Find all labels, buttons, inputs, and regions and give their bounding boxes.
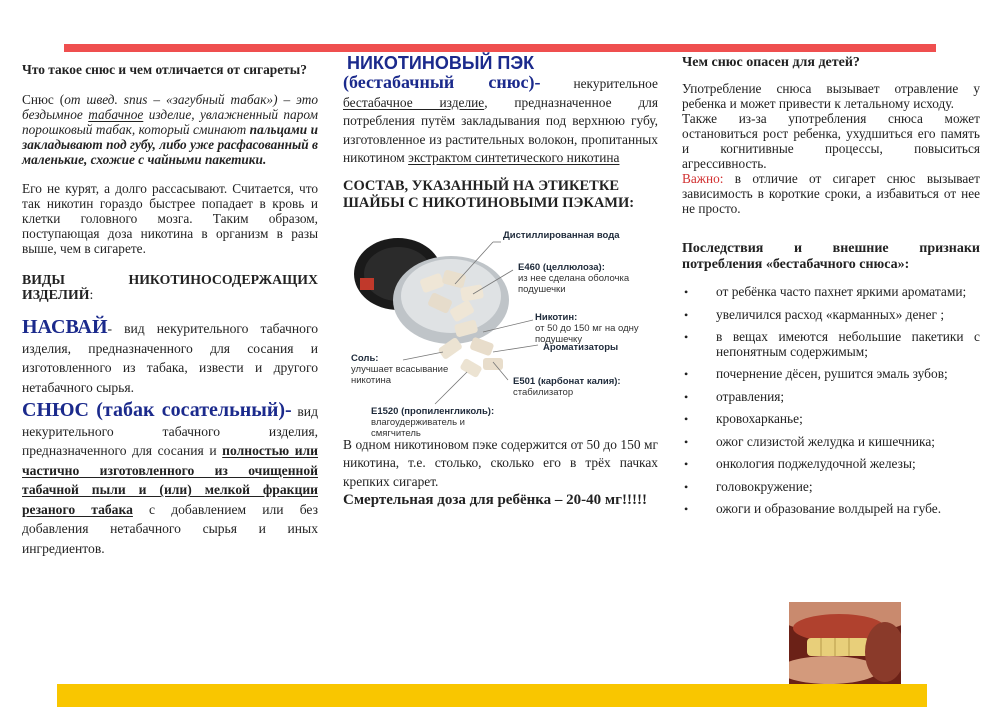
list-item: • в вещах имеются небольшие пакетики с непонятным содержимым;: [682, 330, 980, 359]
snus-type-definition: СНЮС (табак сосательный)- вид некурительного табачного изделия, предназначенного для сосания и полностью или частично изготовленного из очищенной табачной пыли и (или) мелкой фракции резаного табака с добавлением или без добавления нетабачного сырья и иных ингредиентов.: [22, 399, 319, 556]
list-item: • ожоги и образование волдырей на губе.: [682, 502, 980, 517]
important-note: Важно: в отличие от сигарет снюс вызывает зависимость в короткие сроки, а избавиться от нее не просто.: [682, 171, 980, 216]
types-heading: ВИДЫ НИКОТИНОСОДЕРЖАЩИХ ИЗДЕЛИЙ:: [22, 272, 318, 302]
nicotine-pack-subtitle: (бестабачный снюс)-: [343, 72, 541, 92]
nasvay-term: НАСВАЙ: [22, 316, 108, 338]
list-item: • ожог слизистой желудка и кишечника;: [682, 435, 980, 450]
dose-paragraph: В одном никотиновом пэке содержится от 50 до 150 мг никотина, т.е. столько, сколько его в трёх пачках крепких сигарет.: [343, 436, 658, 489]
growth-paragraph: Также из-за употребления снюса может остановиться рост ребенка, ухудшиться его память и когнитивные процессы, повыситься агрессивность.: [682, 111, 980, 171]
list-item: • отравления;: [682, 390, 980, 405]
bottom-accent-bar: [57, 684, 927, 707]
nicotine-pack-title: НИКОТИНОВЫЙ ПЭК: [347, 53, 535, 73]
composition-heading: СОСТАВ, УКАЗАННЫЙ НА ЭТИКЕТКЕ ШАЙБЫ С НИКОТИНОВЫМИ ПЭКАМИ:: [343, 177, 635, 211]
snus-term: СНЮС (табак сосательный)-: [22, 399, 292, 421]
label-salt: Соль: улучшает всасывание никотина: [351, 352, 449, 386]
column-nicotine-pack: [343, 53, 658, 509]
lethal-dose-warning: Смертельная доза для ребёнка – 20-40 мг!!!!!: [343, 492, 647, 508]
absorption-paragraph: Его не курят, а долго рассасывают. Считается, что так никотин гораздо быстрее попадает в кровь и клетки головного мозга. Таким образом, поступающая доза никотина в организм в разы выше, чем в сигарете.: [22, 181, 318, 256]
list-item: • от ребёнка часто пахнет яркими ароматами;: [682, 285, 980, 300]
nasvay-definition: НАСВАЙ- вид некурительного табачного изделия, предназначенного для сосания и изготовленного из табака, извести и другого нетабачного сырья.: [22, 316, 318, 395]
list-item: • кровохарканье;: [682, 412, 980, 427]
label-water: Дистиллированная вода: [503, 229, 620, 241]
label-flavors: Ароматизаторы: [543, 341, 619, 353]
poisoning-paragraph: Употребление снюса вызывает отравление у ребенка и может привести к летальному исходу.: [682, 81, 980, 111]
column-danger-for-children: [682, 55, 980, 525]
mouth-photo: [789, 602, 901, 684]
list-item: • онкология поджелудочной железы;: [682, 457, 980, 472]
snus-definition: Снюс (от швед. snus – «загубный табак») – это бездымное табачное изделие, увлажненный паром порошковый табак, который сминают пальцами и закладывают под губу, либо уже расфасованный в маленькие, схожие с чайными пакетики.: [22, 92, 319, 167]
composition-figure: [343, 212, 658, 440]
consequences-heading: Последствия и внешние признаки потребления «бестабачного снюса»:: [682, 241, 980, 272]
label-nicotine: Никотин: от 50 до 150 мг на одну подушечку: [535, 311, 639, 345]
label-e460: Е460 (целлюлоза): из нее сделана оболочка подушечки: [518, 261, 630, 295]
important-label: Важно:: [682, 171, 724, 186]
consequences-list: [682, 285, 980, 517]
nicotine-pack-intro: (бестабачный снюс)- некурительное бестабачное изделие, предназначенное для потребления путём закладывания под верхнюю губу, изготовленное из растительных волокон, пропитанных никотином экстрактом синтетического никотина: [343, 72, 658, 165]
column-what-is-snus: [22, 58, 318, 558]
list-item: • увеличился расход «карманных» денег ;: [682, 308, 980, 323]
list-item: • почернение дёсен, рушится эмаль зубов;: [682, 367, 980, 382]
label-e1520: Е1520 (пропиленгликоль): влагоудерживатель и смягчитель: [371, 405, 495, 439]
label-e501: Е501 (карбонат калия): стабилизатор: [513, 375, 621, 398]
question-heading: Что такое снюс и чем отличается от сигареты?: [22, 62, 307, 77]
list-item: • головокружение;: [682, 480, 980, 495]
top-accent-bar: [64, 44, 936, 52]
danger-question-heading: Чем снюс опасен для детей?: [682, 55, 860, 70]
